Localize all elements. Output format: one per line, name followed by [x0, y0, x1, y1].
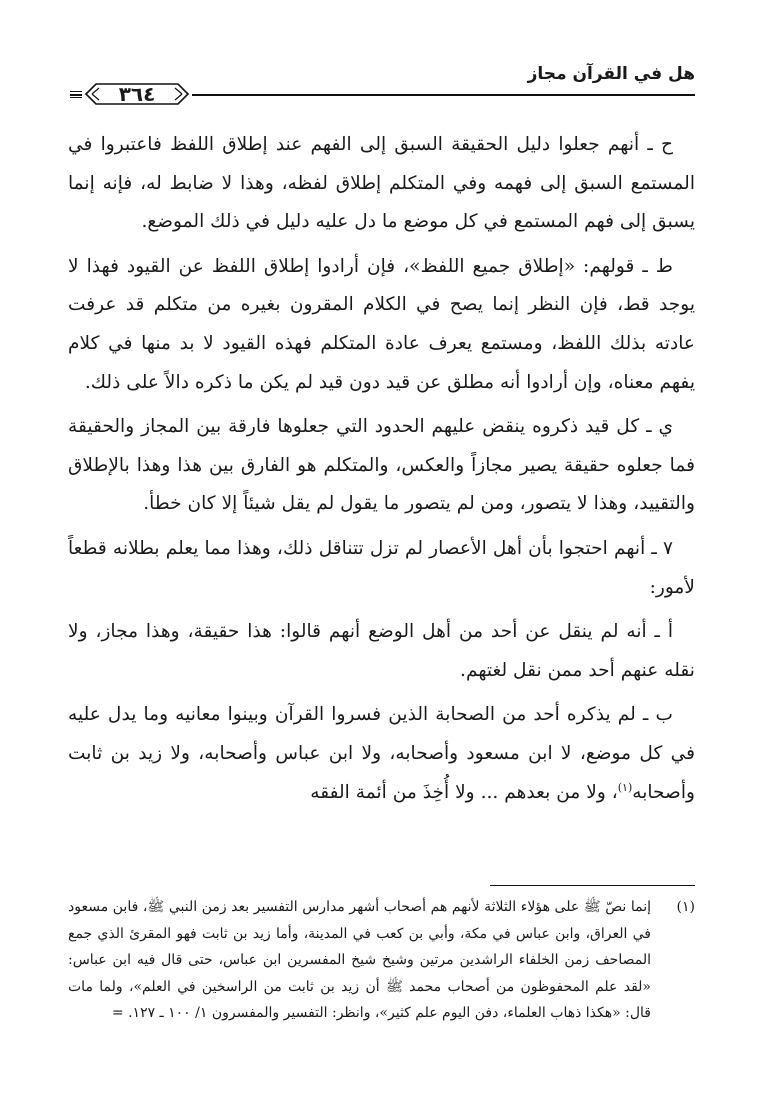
- paragraph: ط ـ قولهم: «إطلاق جميع اللفظ»، فإن أرادوا إطلاق اللفظ عن القيود فهذا لا يوجد قط، فإن النظر إنما يصح في الكلام المقرون بغيره من متكلم قد عرفت عادته بذلك اللفظ، ومستمع يعرف عادة المتكلم فهذه القيود لا بد منها في كلام يفهم معناه، وإن أرادوا أنه مطلق عن قيد دون قيد لم يكن ما ذكره دالاً على ذلك.: [68, 255, 695, 393]
- footnote: [68, 894, 695, 1027]
- paragraph-text: ، ولا من بعدهم ... ولا أُخِذَ من أئمة الفقه: [310, 781, 618, 803]
- header-rule-left-ornament: [70, 91, 82, 98]
- footnote-mark: (١): [676, 899, 695, 915]
- footnotes: [68, 894, 695, 1027]
- running-title: هل في القرآن مجاز: [527, 64, 695, 84]
- paragraph: [68, 696, 695, 812]
- paragraph: ٧ ـ أنهم احتجوا بأن أهل الأعصار لم تزل تتناقل ذلك، وهذا مما يعلم بطلانه قطعاً لأمور:: [68, 537, 695, 598]
- paragraph: ح ـ أنهم جعلوا دليل الحقيقة السبق إلى الفهم عند إطلاق اللفظ فاعتبروا في المستمع السبق إلى فهمه وفي المتكلم إطلاق لفظه، وهذا لا ضابط له، فإنه إنما يسبق إلى فهم المستمع في كل موضع ما دل عليه دليل في ذلك الموضع.: [68, 134, 695, 233]
- page-number-frame: [82, 80, 192, 108]
- footnote-text: إنما نصّ ﷺ على هؤلاء الثلاثة لأنهم هم أصحاب أشهر مدارس التفسير بعد زمن النبي ﷺ، فابن مسعود في العراق، وابن عباس في مكة، وأبي بن كعب في المدينة، وأما زيد بن ثابت فهو المقرئ الذي جمع المصاحف زمن الخلفاء الراشدين مرتين وشيخ شيخ المفسرين ابن عباس، حتى قال فيه ابن عباس: «لقد علم المحفوظون من أصحاب محمد ﷺ أن زيد بن ثابت من الراسخين في العلم»، ولما مات قال: «هكذا ذهاب العلماء، دفن اليوم علم كثير»، وانظر: التفسير والمفسرون ١/ ١٠٠ ـ ١٢٧. =: [68, 899, 651, 1021]
- page-number: ٣٦٤: [118, 82, 156, 106]
- paragraph-text: ب ـ لم يذكره أحد من الصحابة الذين فسروا القرآن وبينوا معانيه وما يدل عليه في كل موضع، لا ابن مسعود وأصحابه، ولا ابن عباس وأصحابه، ولا زيد بن ثابت وأصحابه: [68, 704, 695, 803]
- paragraph: ي ـ كل قيد ذكروه ينقض عليهم الحدود التي جعلوها فارقة بين المجاز والحقيقة فما جعلوه حقيقة يصير مجازاً والعكس، والمتكلم هو الفارق بين هذا وهذا بالإطلاق والتقييد، وهذا لا يتصور، ومن لم يتصور ما يقول لم يقل شيئاً إلا كان خطأ.: [68, 416, 695, 515]
- footnote-reference[interactable]: (١): [617, 780, 633, 794]
- page-header: [70, 62, 695, 106]
- main-text: [68, 126, 695, 818]
- footnote-separator: [490, 885, 695, 886]
- paragraph: أ ـ أنه لم ينقل عن أحد من أهل الوضع أنهم قالوا: هذا حقيقة، وهذا مجاز، ولا نقله عنهم أحد ممن نقل لغتهم.: [68, 621, 695, 681]
